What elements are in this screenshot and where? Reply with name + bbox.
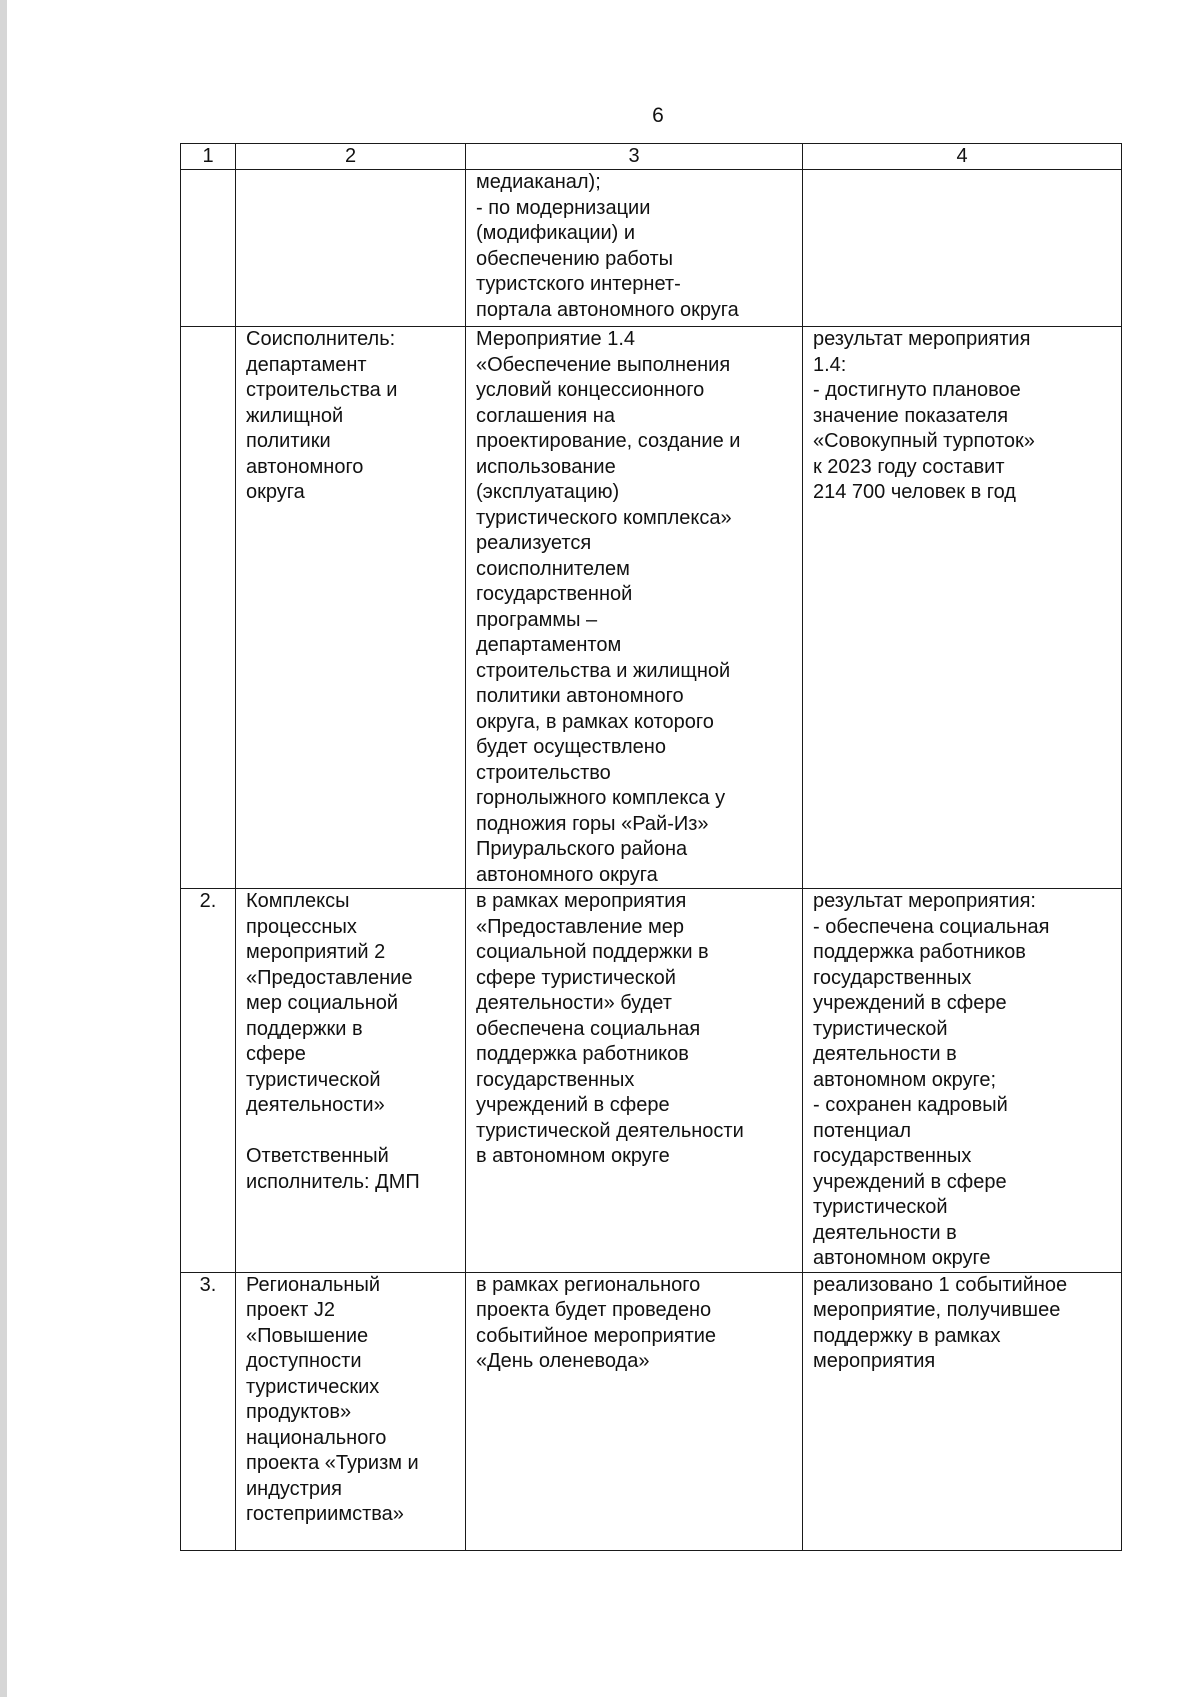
column-header-4: 4 xyxy=(803,144,1122,170)
row-result: результат мероприятия: - обеспечена социальная поддержка работников государственных учреждений в сфере туристической деятельности в автономном округе; - сохранен кадровый потенциал государственных учреждений в сфере туристической деятельности в автономном округе xyxy=(803,889,1122,1273)
row-title: Региональный проект J2 «Повышение доступности туристических продуктов» национального проекта «Туризм и индустрия гостеприимства» xyxy=(236,1272,466,1550)
table-header-row xyxy=(181,144,1122,170)
row-title: Соисполнитель: департамент строительства и жилищной политики автономного округа xyxy=(236,327,466,889)
table-row xyxy=(181,327,1122,889)
row-result: реализовано 1 событийное мероприятие, получившее поддержку в рамках мероприятия xyxy=(803,1272,1122,1550)
row-number: 3. xyxy=(181,1272,236,1550)
row-result: результат мероприятия 1.4: - достигнуто плановое значение показателя «Совокупный турпоток» к 2023 году составит 214 700 человек в год xyxy=(803,327,1122,889)
row-description: Мероприятие 1.4 «Обеспечение выполнения условий концессионного соглашения на проектирование, создание и использование (эксплуатацию) туристического комплекса» реализуется соисполнителем государственной программы – департаментом строительства и жилищной политики автономного округа, в рамках которого будет осуществлено строительство горнолыжного комплекса у подножия горы «Рай-Из» Приуральского района автономного округа xyxy=(466,327,803,889)
row-result xyxy=(803,170,1122,327)
table-row xyxy=(181,170,1122,327)
page-number: 6 xyxy=(652,104,664,127)
program-table xyxy=(180,143,1122,1551)
table-row xyxy=(181,889,1122,1273)
column-header-1: 1 xyxy=(181,144,236,170)
column-header-2: 2 xyxy=(236,144,466,170)
column-header-3: 3 xyxy=(466,144,803,170)
row-number xyxy=(181,170,236,327)
row-title: Комплексы процессных мероприятий 2 «Предоставление мер социальной поддержки в сфере туристической деятельности» Ответственный исполнитель: ДМП xyxy=(236,889,466,1273)
table-row xyxy=(181,1272,1122,1550)
row-description: в рамках регионального проекта будет проведено событийное мероприятие «День оленевода» xyxy=(466,1272,803,1550)
row-number: 2. xyxy=(181,889,236,1273)
scan-edge xyxy=(0,0,7,1697)
row-number xyxy=(181,327,236,889)
row-description: в рамках мероприятия «Предоставление мер социальной поддержки в сфере туристической деятельности» будет обеспечена социальная поддержка работников государственных учреждений в сфере туристической деятельности в автономном округе xyxy=(466,889,803,1273)
row-description: медиаканал); - по модернизации (модификации) и обеспечению работы туристского интернет- портала автономного округа xyxy=(466,170,803,327)
row-title xyxy=(236,170,466,327)
